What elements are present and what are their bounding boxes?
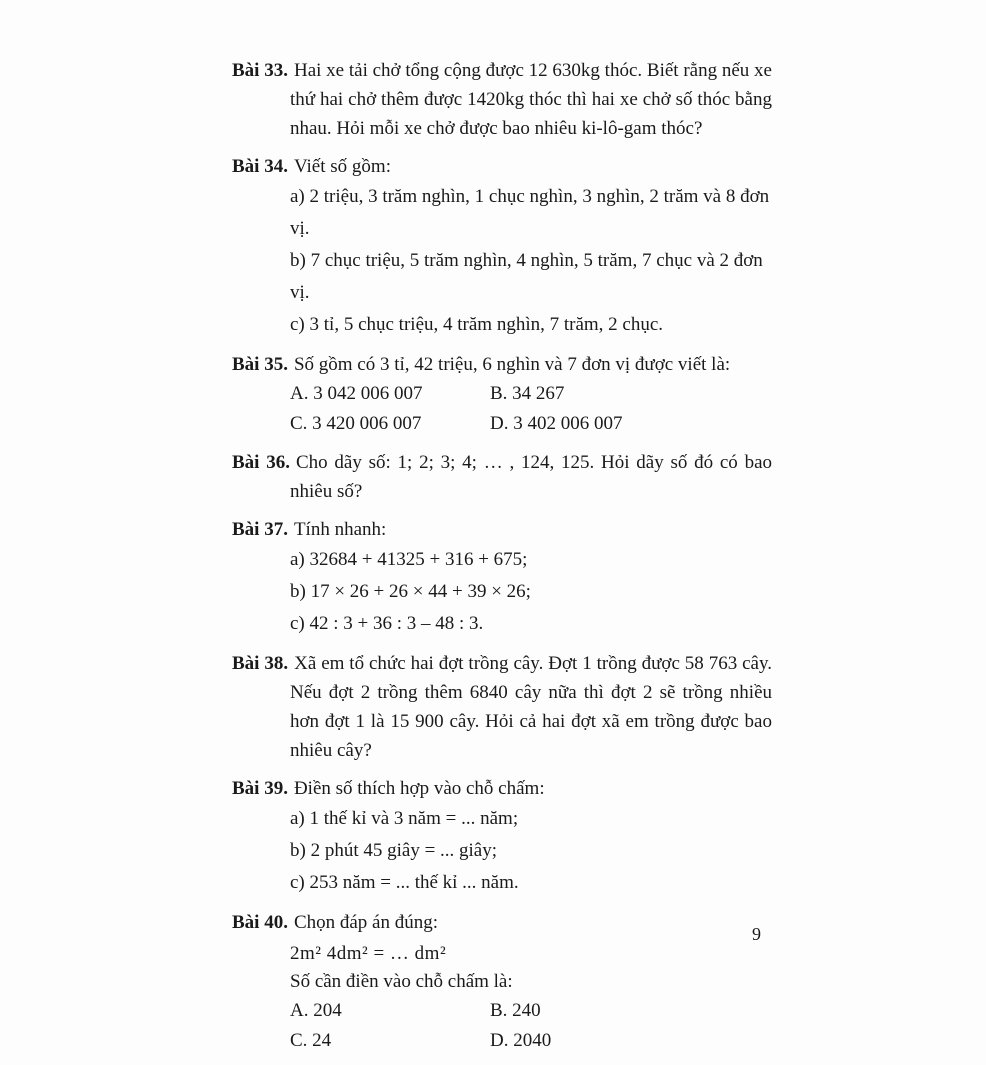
problem-40 <box>232 908 772 1056</box>
choice-option-d: D. 2040 <box>490 1030 552 1051</box>
problem-label: Bài 36. <box>232 452 290 473</box>
problem-item-c: c) 253 năm = ... thế kỉ ... năm. <box>290 872 519 893</box>
problem-label: Bài 40. <box>232 912 288 933</box>
problem-37 <box>232 515 772 640</box>
problem-item-a: a) 2 triệu, 3 trăm nghìn, 1 chục nghìn, 3 nghìn, 2 trăm và 8 đơn vị. <box>290 186 770 239</box>
problem-text: Tính nhanh: <box>293 519 387 540</box>
problem-text: Hai xe tải chở tổng cộng được 12 630kg thóc. Biết rằng nếu xe thứ hai chở thêm được 1420kg thóc thì hai xe chở số thóc bằng nhau. Hỏi mỗi xe chở được bao nhiêu ki-lô-gam thóc? <box>290 60 772 139</box>
problem-34 <box>232 152 772 341</box>
problem-38 <box>232 649 772 765</box>
choice-option-d: D. 3 402 006 007 <box>490 413 623 434</box>
problem-33 <box>232 56 772 143</box>
choice-option-b: B. 240 <box>490 1000 541 1021</box>
problem-label: Bài 34. <box>232 156 288 177</box>
problem-35 <box>232 350 772 439</box>
problem-label: Bài 37. <box>232 519 288 540</box>
choice-option-a: A. 3 042 006 007 <box>290 383 423 404</box>
problem-label: Bài 35. <box>232 354 288 375</box>
problem-item-b: b) 7 chục triệu, 5 trăm nghìn, 4 nghìn, 5 trăm, 7 chục và 2 đơn vị. <box>290 250 763 303</box>
problem-item-c: c) 42 : 3 + 36 : 3 – 48 : 3. <box>290 613 484 634</box>
problem-paragraph <box>232 448 772 506</box>
problem-item-c: c) 3 tỉ, 5 chục triệu, 4 trăm nghìn, 7 trăm, 2 chục. <box>290 314 664 335</box>
problem-paragraph <box>232 649 772 765</box>
problem-paragraph <box>232 152 772 181</box>
problem-text: Điền số thích hợp vào chỗ chấm: <box>293 778 545 799</box>
problem-item-b: b) 17 × 26 + 26 × 44 + 39 × 26; <box>290 581 531 602</box>
problem-text: Chọn đáp án đúng: <box>293 912 439 933</box>
choice-grid <box>290 379 772 439</box>
problem-paragraph <box>232 56 772 143</box>
problem-subtext: Số cần điền vào chỗ chấm là: <box>290 971 513 992</box>
problem-item-a: a) 1 thế kỉ và 3 năm = ... năm; <box>290 808 519 829</box>
problem-label: Bài 33. <box>232 60 288 81</box>
problem-item-b: b) 2 phút 45 giây = ... giây; <box>290 840 498 861</box>
page-number: 9 <box>752 924 761 944</box>
problem-paragraph <box>232 908 772 937</box>
choice-option-b: B. 34 267 <box>490 383 565 404</box>
problem-text: Cho dãy số: 1; 2; 3; 4; … , 124, 125. Hỏi dãy số đó có bao nhiêu số? <box>290 452 772 502</box>
problem-label: Bài 39. <box>232 778 288 799</box>
problem-paragraph <box>232 350 772 379</box>
problem-formula: 2m² 4dm² = … dm² <box>290 943 447 964</box>
problem-text: Xã em tổ chức hai đợt trồng cây. Đợt 1 trồng được 58 763 cây. Nếu đợt 2 trồng thêm 6840 cây nữa thì đợt 2 sẽ trồng nhiều hơn đợt 1 là 15 900 cây. Hỏi cả hai đợt xã em trồng được bao nhiêu cây? <box>290 653 773 761</box>
problem-39 <box>232 774 772 899</box>
problem-text: Viết số gồm: <box>293 156 391 177</box>
problem-paragraph <box>232 774 772 803</box>
choice-grid <box>290 996 772 1056</box>
page-content <box>232 56 772 1065</box>
problem-item-a: a) 32684 + 41325 + 316 + 675; <box>290 549 528 570</box>
choice-option-a: A. 204 <box>290 1000 342 1021</box>
problem-label: Bài 38. <box>232 653 289 674</box>
problem-36 <box>232 448 772 506</box>
choice-option-c: C. 3 420 006 007 <box>290 413 422 434</box>
problem-text: Số gồm có 3 tỉ, 42 triệu, 6 nghìn và 7 đơn vị được viết là: <box>293 354 731 375</box>
choice-option-c: C. 24 <box>290 1030 332 1051</box>
problem-paragraph <box>232 515 772 544</box>
